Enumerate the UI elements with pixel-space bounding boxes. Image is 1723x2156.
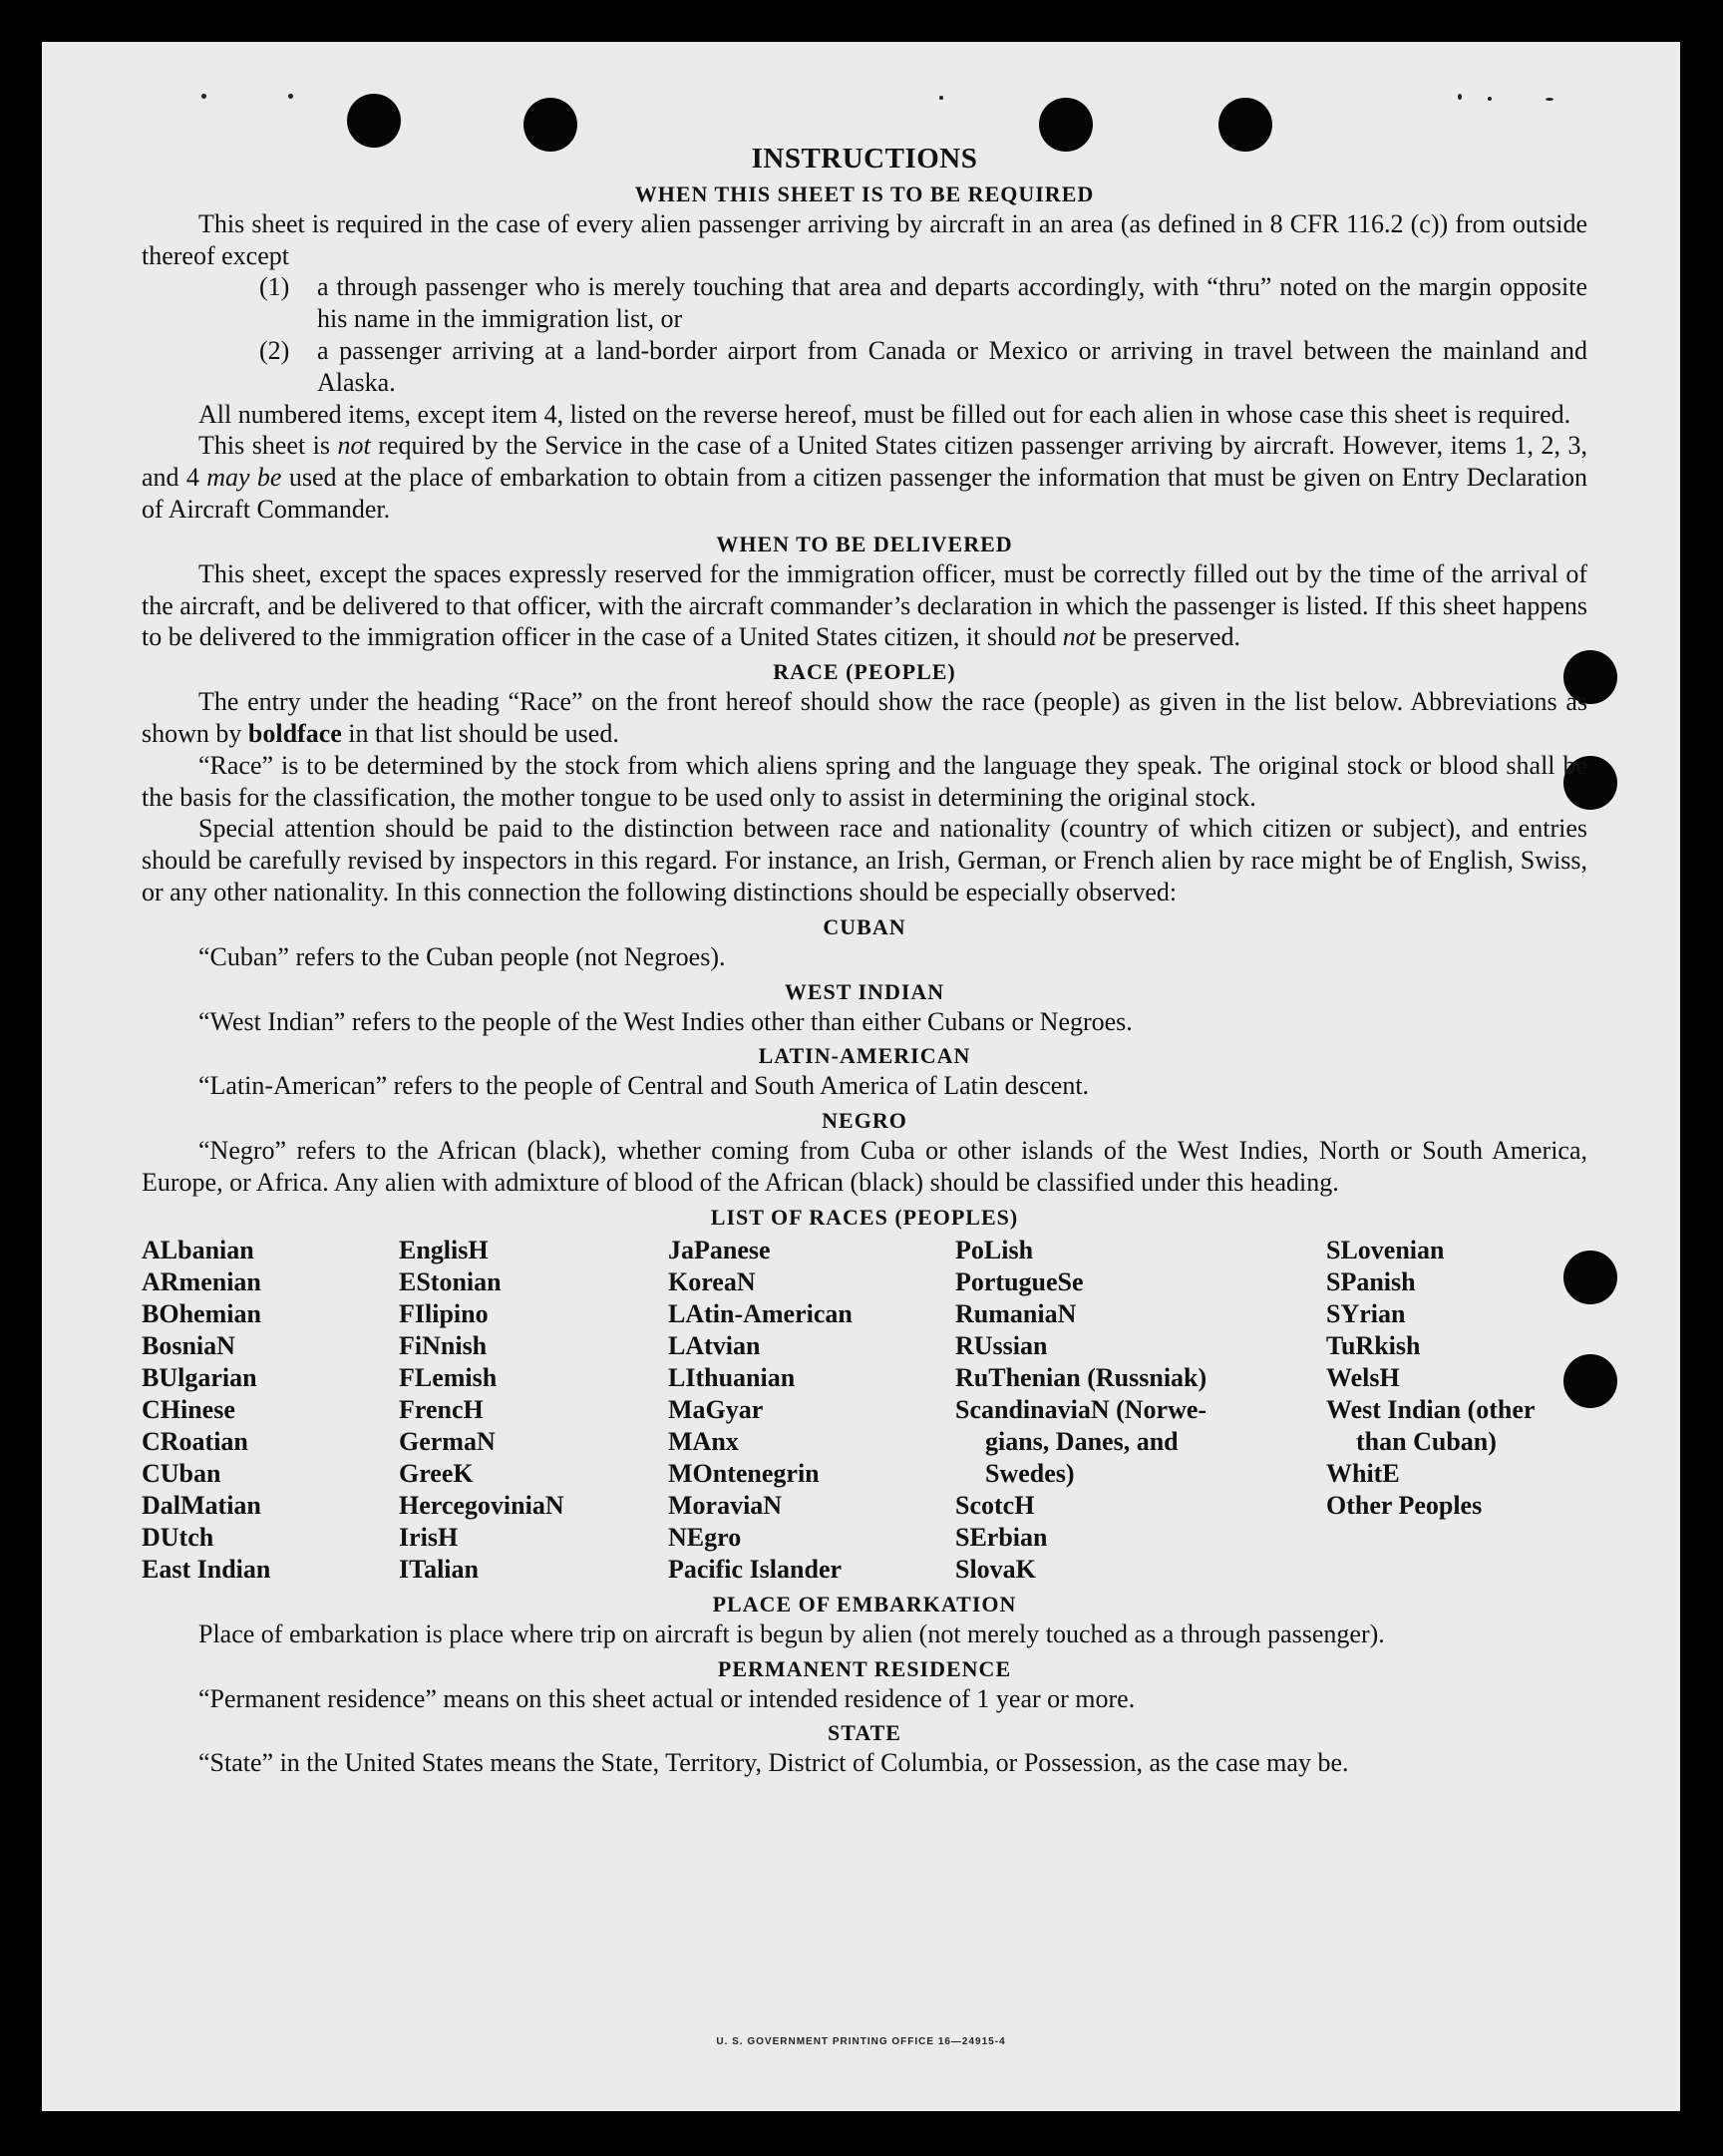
race-entry: West Indian (other — [1326, 1394, 1536, 1424]
race-entry: JaPanese — [668, 1235, 771, 1264]
section-heading: CUBAN — [823, 913, 906, 939]
race-entry: MOntenegrin — [668, 1458, 820, 1488]
document-page — [42, 42, 1680, 2111]
section-heading: LATIN-AMERICAN — [758, 1043, 971, 1069]
race-column — [1326, 1235, 1535, 1586]
paragraph — [142, 686, 1587, 750]
instructions-content — [142, 144, 1587, 1779]
section-heading: RACE (PEOPLE) — [773, 659, 956, 685]
paragraph: “West Indian” refers to the people of the West Indies other than either Cubans or Negroes. — [198, 1006, 1133, 1036]
race-entry: TuRkish — [1326, 1330, 1421, 1360]
bold-run: boldface — [247, 718, 342, 748]
race-entry: GermaN — [399, 1426, 496, 1456]
text-run: in that list should be used. — [341, 718, 619, 748]
paragraph: This sheet is required in the case of every alien passenger arriving by aircraft in an area (as defined in 8 CFR 116.2 (c)) from outside thereof except — [142, 208, 1587, 270]
race-entry: PoLish — [955, 1235, 1034, 1264]
race-entry: MAnx — [668, 1426, 739, 1456]
text-run: The entry under the heading “Race” on the front hereof should show the race (people) as given in the list below. Abbreviations as shown by — [142, 687, 1587, 748]
race-entry: RUssian — [955, 1330, 1048, 1360]
paragraph — [142, 430, 1587, 525]
list-item — [142, 271, 1587, 335]
race-entry-continued: than Cuban) — [1356, 1426, 1497, 1456]
race-entry: SPanish — [1326, 1266, 1416, 1296]
page-title: INSTRUCTIONS — [751, 143, 978, 175]
race-entry: PortugueSe — [955, 1266, 1084, 1296]
race-entry: FiNnish — [399, 1330, 488, 1360]
race-entry: FLemish — [399, 1362, 498, 1392]
race-entry: WelsH — [1326, 1362, 1400, 1392]
paragraph — [142, 558, 1587, 653]
italic-run: not — [1062, 622, 1096, 652]
race-entry: NEgro — [668, 1522, 742, 1552]
text-run: be preserved. — [1095, 622, 1241, 652]
text-run: This sheet is — [198, 431, 338, 461]
item-text: a passenger arriving at a land-border airport from Canada or Mexico or arriving in travel between the mainland and Alaska. — [317, 335, 1587, 397]
section-heading: LIST OF RACES (PEOPLES) — [710, 1204, 1019, 1230]
race-entry: ARmenian — [142, 1266, 261, 1296]
item-text: a through passenger who is merely touching that area and departs accordingly, with “thru” noted on the margin opposite his name in the immigration list, or — [317, 272, 1587, 334]
race-entry: LAtin-American — [668, 1298, 853, 1328]
section-heading: WHEN TO BE DELIVERED — [716, 531, 1013, 556]
section-heading: STATE — [828, 1720, 901, 1746]
item-number: (2) — [259, 335, 290, 365]
race-entry: Pacific Islander — [668, 1554, 843, 1584]
race-entry: RuThenian (Russniak) — [955, 1362, 1207, 1392]
text-run: used at the place of embarkation to obtain from a citizen passenger the information that must be given on Entry Declaration of Aircraft Commander. — [142, 463, 1587, 524]
paragraph: All numbered items, except item 4, listed on the reverse hereof, must be filled out for each alien in whose case this sheet is required. — [198, 399, 1571, 429]
section-heading: PLACE OF EMBARKATION — [712, 1591, 1017, 1617]
race-entry: IrisH — [399, 1522, 459, 1552]
text-run: This sheet, except the spaces expressly reserved for the immigration officer, must be correctly filled out by the time of the arrival of the aircraft, and be delivered to that officer, with the aircraft commander’s declaration in which the passenger is listed. If this sheet happens to be delivered to the immigration officer in the case of a United States citizen, it should — [142, 558, 1587, 652]
speck — [201, 94, 206, 99]
race-entry: DalMatian — [142, 1490, 261, 1520]
speck — [939, 96, 943, 100]
speck — [288, 94, 293, 99]
race-entry: LIthuanian — [668, 1362, 796, 1392]
paragraph: “Negro” refers to the African (black), whether coming from Cuba or other islands of the West Indies, North or South America, Europe, or Africa. Any alien with admixture of blood of the African (black) should be classified under this heading. — [142, 1136, 1587, 1197]
race-column — [668, 1235, 955, 1586]
race-entry: CUban — [142, 1458, 221, 1488]
race-column — [955, 1235, 1326, 1586]
race-list — [142, 1235, 1587, 1586]
section-heading: WEST INDIAN — [784, 978, 945, 1004]
paragraph: “Cuban” refers to the Cuban people (not Negroes). — [198, 941, 726, 971]
printing-office-imprint: U. S. GOVERNMENT PRINTING OFFICE 16—24915-4 — [716, 2036, 1006, 2047]
race-column — [142, 1235, 399, 1586]
race-entry: WhitE — [1326, 1458, 1400, 1488]
race-entry: SErbian — [955, 1522, 1048, 1552]
race-entry: East Indian — [142, 1554, 271, 1584]
section-heading: NEGRO — [822, 1108, 907, 1134]
race-entry: RumaniaN — [955, 1298, 1077, 1328]
italic-run: may be — [206, 463, 282, 493]
race-entry: GreeK — [399, 1458, 474, 1488]
race-entry: LAtvian — [668, 1330, 761, 1360]
race-entry: SlovaK — [955, 1554, 1036, 1584]
race-entry: ScandinaviaN (Norwe- — [955, 1394, 1207, 1424]
race-entry: SYrian — [1326, 1298, 1406, 1328]
paragraph: Place of embarkation is place where trip on aircraft is begun by alien (not merely touched as a through passenger). — [198, 1618, 1385, 1648]
race-entry: CHinese — [142, 1394, 235, 1424]
race-entry: HercegoviniaN — [399, 1490, 564, 1520]
race-column — [399, 1235, 668, 1586]
race-entry: FIlipino — [399, 1298, 489, 1328]
race-entry: MoraviaN — [668, 1490, 783, 1520]
race-entry: SLovenian — [1326, 1235, 1445, 1264]
race-entry: BOhemian — [142, 1298, 261, 1328]
race-entry: ITalian — [399, 1554, 479, 1584]
paragraph: “State” in the United States means the State, Territory, District of Columbia, or Possession, as the case may be. — [198, 1748, 1349, 1778]
punch-hole — [347, 94, 401, 148]
race-entry: DUtch — [142, 1522, 214, 1552]
race-entry: FrencH — [399, 1394, 484, 1424]
paragraph: “Permanent residence” means on this sheet actual or intended residence of 1 year or more. — [198, 1683, 1136, 1713]
race-entry-continued: gians, Danes, and — [985, 1426, 1179, 1456]
race-entry: BUlgarian — [142, 1362, 257, 1392]
race-entry: ALbanian — [142, 1235, 254, 1264]
race-entry: ScotcH — [955, 1490, 1035, 1520]
race-entry: MaGyar — [668, 1394, 764, 1424]
race-entry: EStonian — [399, 1266, 502, 1296]
section-heading: WHEN THIS SHEET IS TO BE REQUIRED — [634, 180, 1095, 206]
speck — [1458, 94, 1462, 100]
text-run: required by the Service in the case of a United States citizen passenger arriving by aircraft. However, items 1, 2, 3, and 4 — [142, 431, 1587, 493]
paragraph: “Race” is to be determined by the stock from which aliens spring and the language they speak. The original stock or blood shall be the basis for the classification, the mother tongue to be used only to assist in determining the original stock. — [142, 750, 1587, 812]
item-number: (1) — [259, 272, 290, 302]
italic-run: not — [337, 431, 371, 461]
race-entry: KoreaN — [668, 1266, 756, 1296]
race-entry: EnglisH — [399, 1235, 489, 1264]
list-item — [142, 335, 1587, 399]
paragraph: Special attention should be paid to the distinction between race and nationality (country of which citizen or subject), and entries should be carefully revised by inspectors in this regard. For instance, an Irish, German, or French alien by race might be of English, Swiss, or any other nationality. In this connection the following distinctions should be especially observed: — [142, 814, 1587, 906]
race-entry: CRoatian — [142, 1426, 248, 1456]
paragraph: “Latin-American” refers to the people of Central and South America of Latin descent. — [198, 1071, 1090, 1101]
speck — [1488, 97, 1492, 101]
section-heading: PERMANENT RESIDENCE — [717, 1655, 1012, 1681]
race-entry: BosniaN — [142, 1330, 235, 1360]
speck — [1546, 98, 1553, 101]
race-entry: Other Peoples — [1326, 1490, 1483, 1520]
race-entry-continued: Swedes) — [985, 1458, 1075, 1488]
